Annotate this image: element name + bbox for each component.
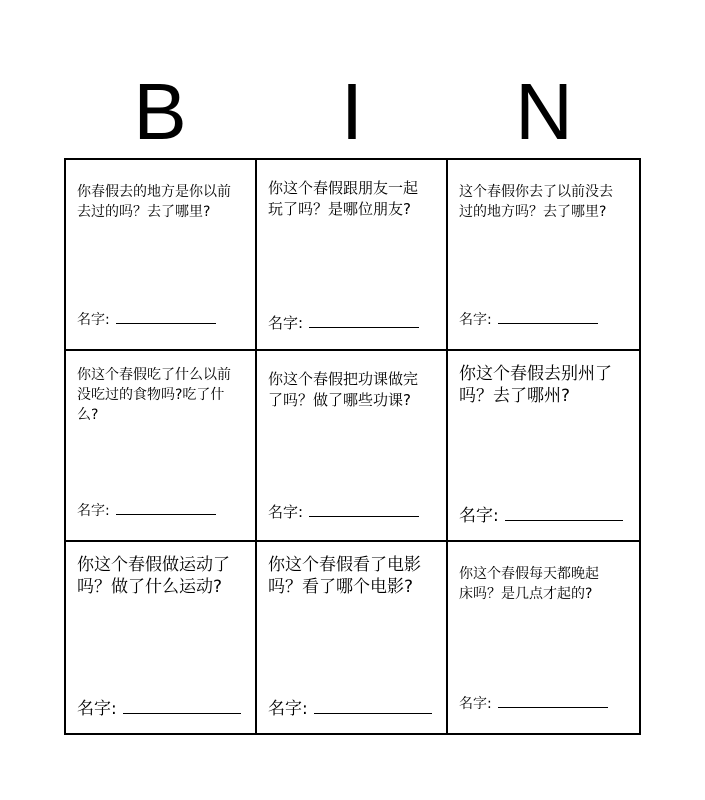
header-letter-i: I bbox=[340, 67, 364, 156]
bingo-grid bbox=[64, 158, 641, 735]
cell-question: 你春假去的地方是你以前 去过的吗？去了哪里? bbox=[77, 184, 231, 220]
name-blank-line[interactable] bbox=[498, 706, 608, 708]
bingo-cell-1 bbox=[66, 160, 257, 351]
name-field bbox=[459, 693, 631, 713]
bingo-cell-3 bbox=[448, 160, 639, 351]
name-label: 名字: bbox=[77, 503, 110, 519]
name-blank-line[interactable] bbox=[123, 712, 241, 714]
name-label: 名字: bbox=[459, 506, 499, 526]
bingo-cell-6 bbox=[448, 351, 639, 542]
name-field bbox=[459, 309, 631, 329]
cell-question: 你这个春假每天都晚起 床吗？是几点才起的? bbox=[459, 566, 599, 602]
name-blank-line[interactable] bbox=[498, 322, 598, 324]
name-blank-line[interactable] bbox=[505, 519, 623, 521]
name-label: 名字: bbox=[77, 699, 117, 719]
name-field bbox=[77, 309, 247, 329]
name-blank-line[interactable] bbox=[309, 515, 419, 517]
header-letter-n: N bbox=[515, 67, 573, 156]
name-blank-line[interactable] bbox=[314, 712, 432, 714]
cell-question: 这个春假你去了以前没去 过的地方吗？去了哪里? bbox=[459, 184, 613, 220]
name-field bbox=[77, 500, 247, 520]
name-blank-line[interactable] bbox=[309, 326, 419, 328]
name-field bbox=[77, 694, 247, 719]
name-blank-line[interactable] bbox=[116, 513, 216, 515]
cell-question: 你这个春假跟朋友一起 玩了吗？是哪位朋友? bbox=[268, 179, 419, 218]
bingo-cell-4 bbox=[66, 351, 257, 542]
name-blank-line[interactable] bbox=[116, 322, 216, 324]
name-label: 名字: bbox=[77, 312, 110, 328]
cell-question: 你这个春假看了电影 吗？看了哪个电影? bbox=[268, 555, 421, 597]
cell-question: 你这个春假做运动了 吗？做了什么运动? bbox=[77, 555, 230, 597]
bingo-cell-8 bbox=[257, 542, 448, 733]
name-label: 名字: bbox=[459, 696, 492, 712]
bingo-cell-7 bbox=[66, 542, 257, 733]
bingo-cell-2 bbox=[257, 160, 448, 351]
name-field bbox=[459, 501, 631, 526]
name-field bbox=[268, 694, 438, 719]
bingo-cell-5 bbox=[257, 351, 448, 542]
bingo-cell-9 bbox=[448, 542, 639, 733]
name-label: 名字: bbox=[268, 503, 304, 521]
cell-question: 你这个春假去别州了 吗？去了哪州? bbox=[459, 364, 612, 406]
cell-question: 你这个春假把功课做完 了吗？做了哪些功课? bbox=[268, 370, 419, 409]
name-label: 名字: bbox=[268, 699, 308, 719]
name-label: 名字: bbox=[268, 314, 304, 332]
header-letter-b: B bbox=[133, 67, 187, 156]
name-field bbox=[268, 501, 438, 522]
name-field bbox=[268, 312, 438, 333]
name-label: 名字: bbox=[459, 312, 492, 328]
cell-question: 你这个春假吃了什么以前 没吃过的食物吗?吃了什 么? bbox=[77, 367, 231, 423]
